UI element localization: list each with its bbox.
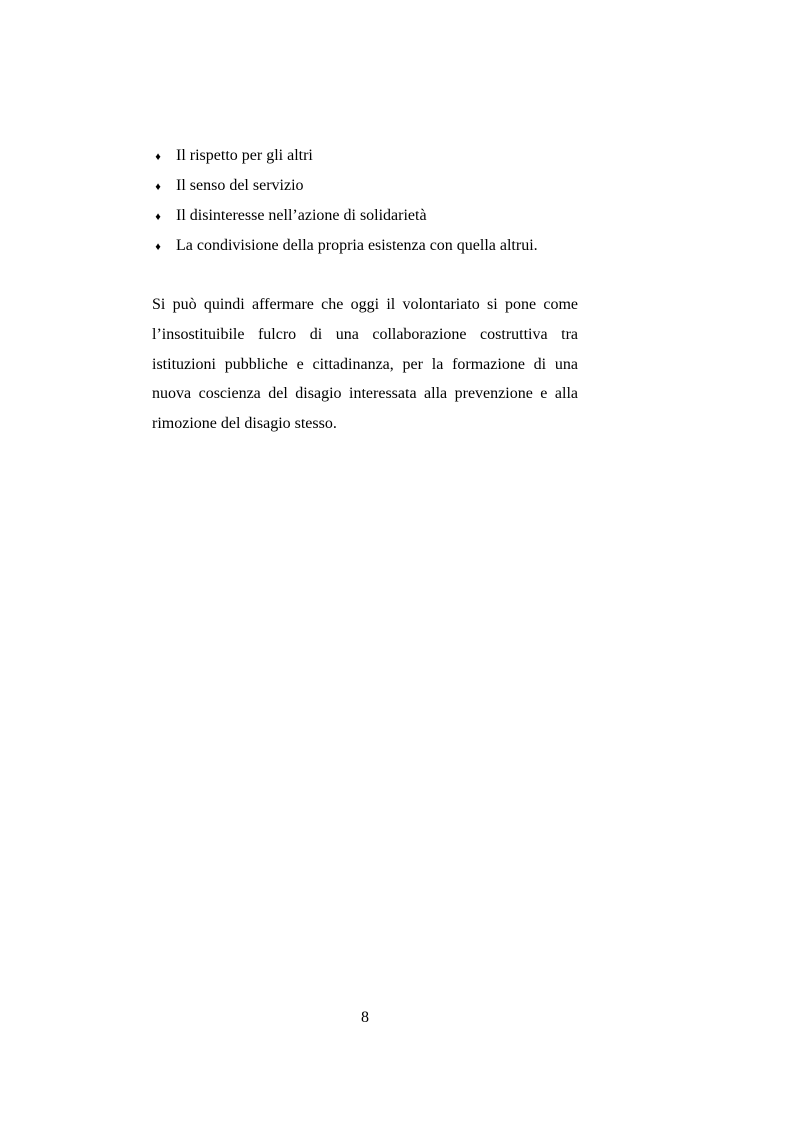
diamond-bullet-icon: ♦ xyxy=(155,241,161,253)
paragraph-line: nuova coscienza del disagio interessata alla prevenzione e alla xyxy=(152,385,578,403)
list-item xyxy=(152,171,592,201)
values-bullet-list xyxy=(152,141,592,261)
body-paragraph xyxy=(152,290,578,439)
diamond-bullet-icon: ♦ xyxy=(155,151,161,163)
paragraph-line: Si può quindi affermare che oggi il volontariato si pone come xyxy=(152,296,578,313)
diamond-bullet-icon: ♦ xyxy=(155,181,161,193)
paragraph-line: rimozione del disagio stesso. xyxy=(152,415,337,433)
paragraph-line: l’insostituibile fulcro di una collaborazione costruttiva tra xyxy=(152,325,578,343)
list-item-text: La condivisione della propria esistenza con quella altrui. xyxy=(176,237,538,254)
list-item-text: Il senso del servizio xyxy=(176,177,304,194)
list-item xyxy=(152,141,592,171)
list-item xyxy=(152,201,592,231)
page-number: 8 xyxy=(361,1009,369,1026)
list-item xyxy=(152,231,592,261)
list-item-text: Il rispetto per gli altri xyxy=(176,147,313,164)
list-item-text: Il disinteresse nell’azione di solidarietà xyxy=(176,207,427,224)
diamond-bullet-icon: ♦ xyxy=(155,211,161,223)
paragraph-line: istituzioni pubbliche e cittadinanza, per la formazione di una xyxy=(152,355,578,373)
